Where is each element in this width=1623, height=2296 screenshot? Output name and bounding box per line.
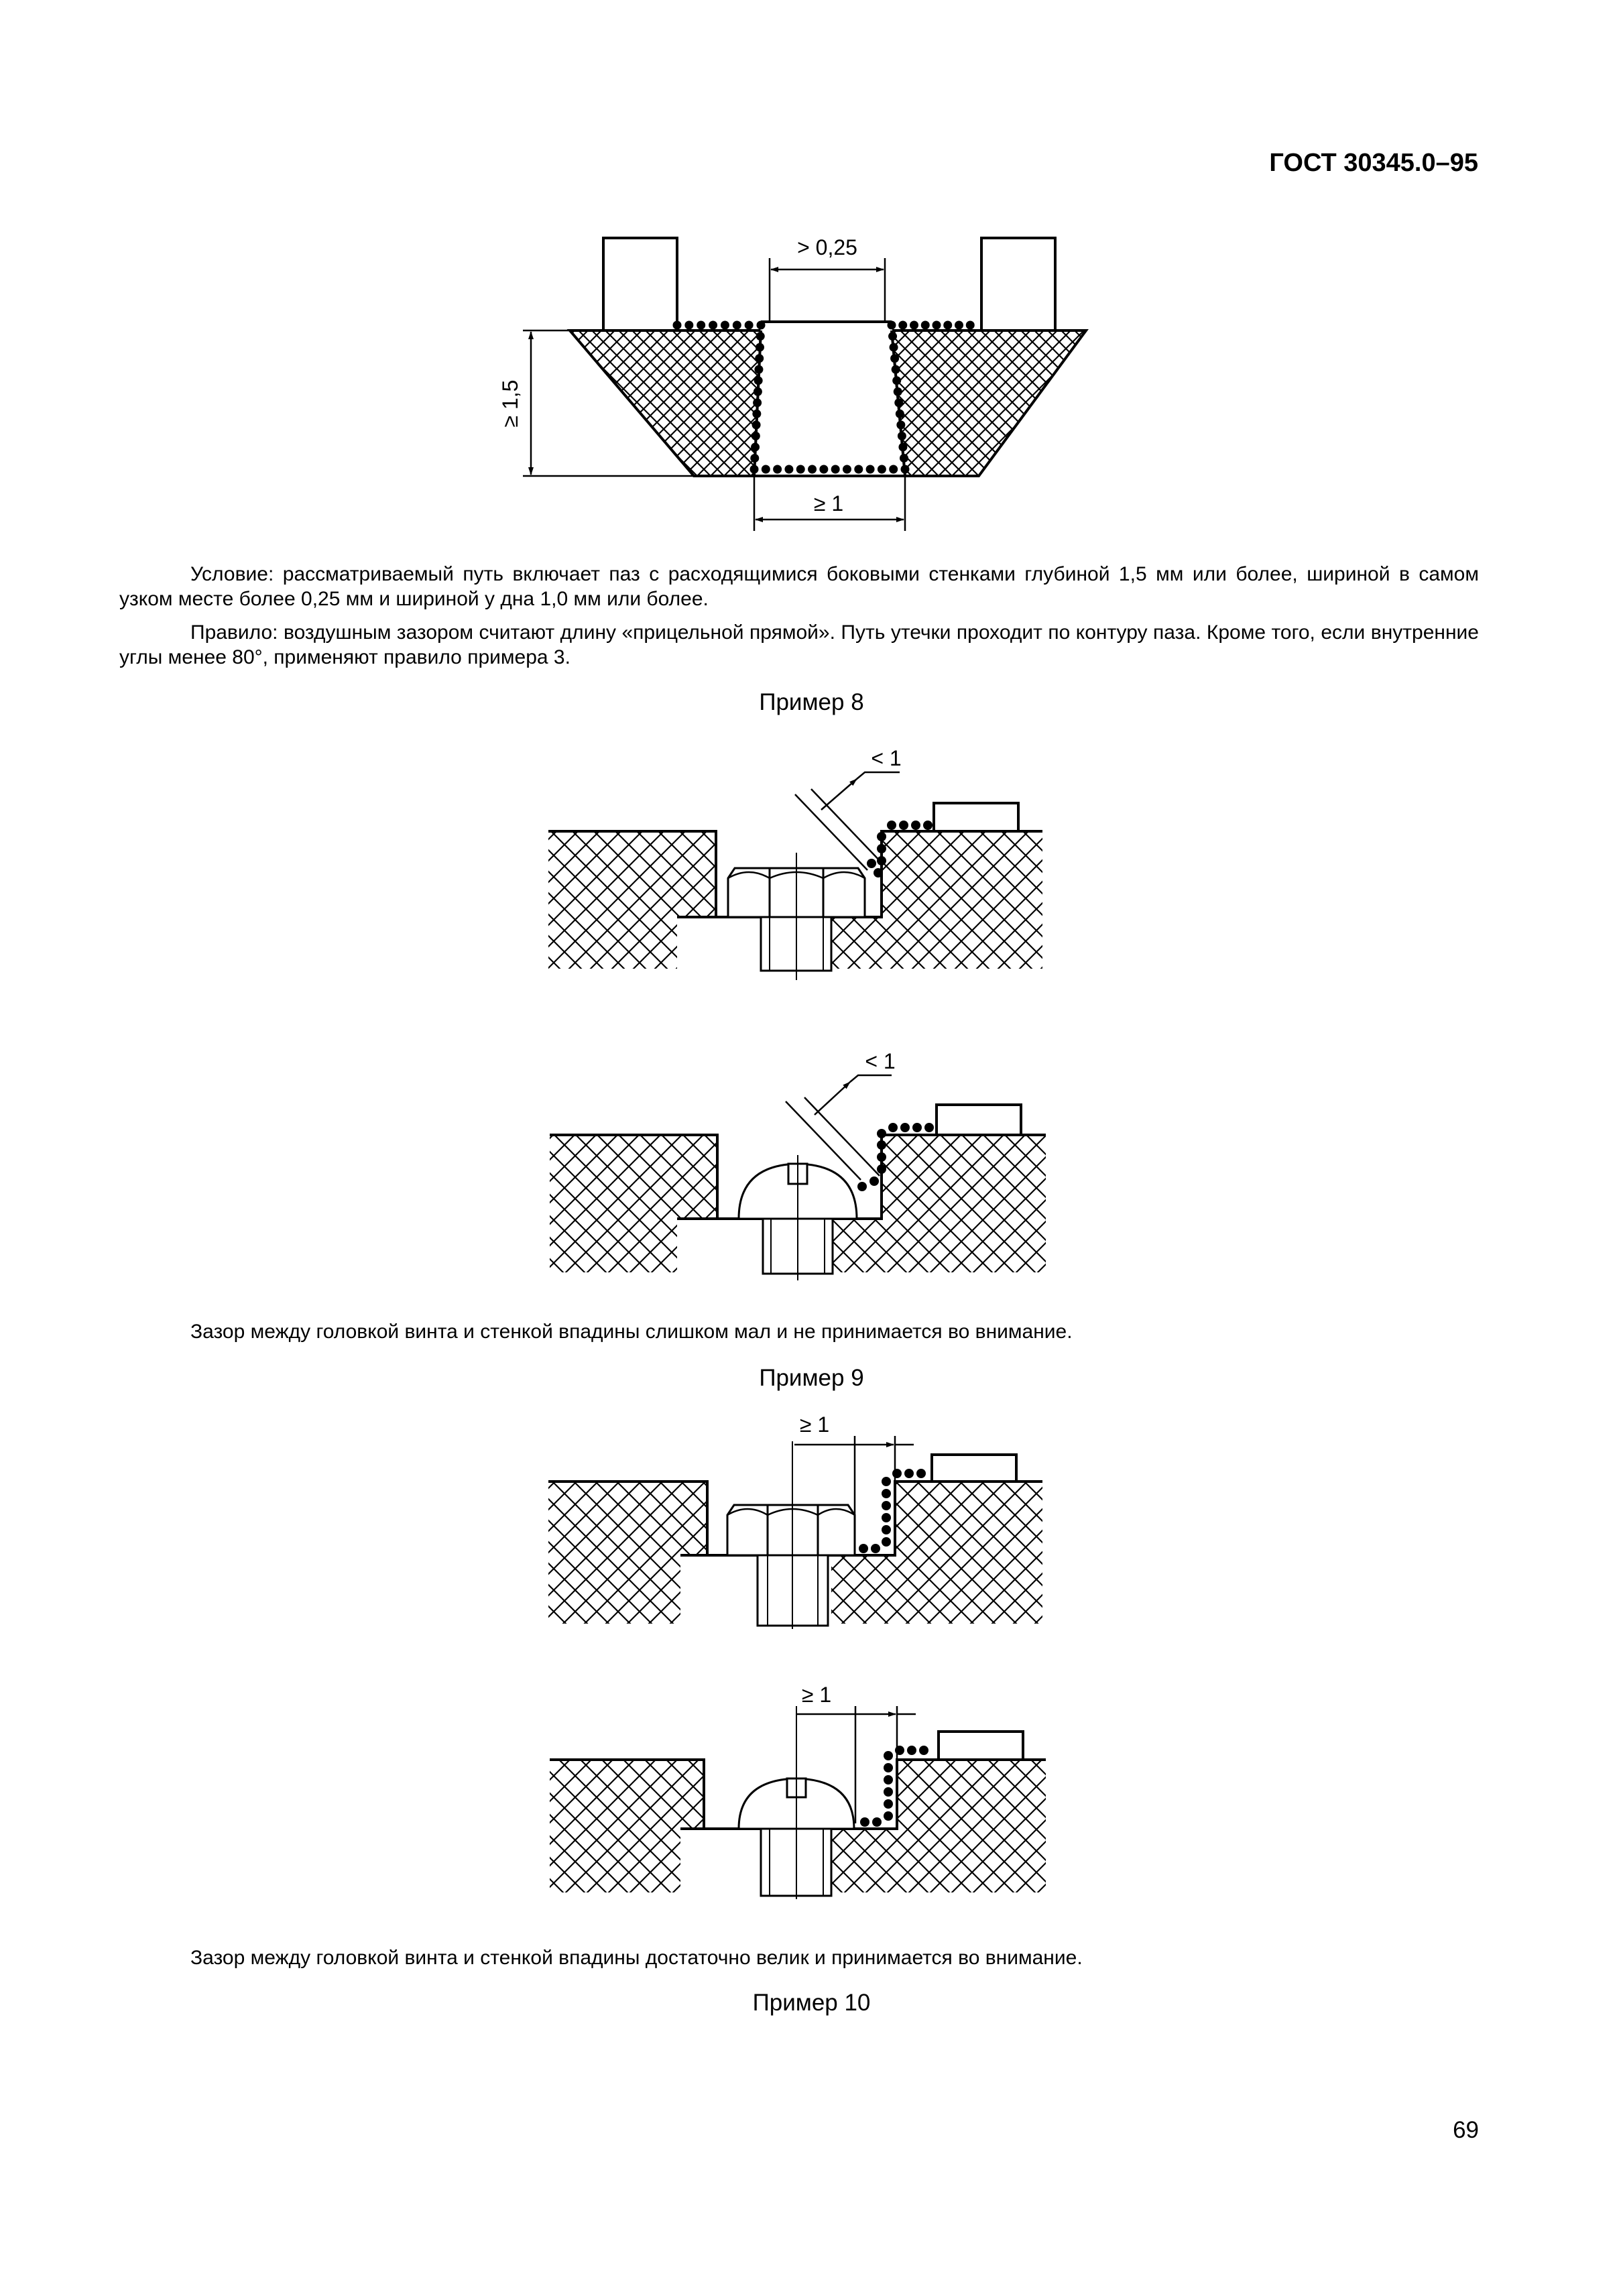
caption-example-9: Пример 9 xyxy=(759,1365,864,1391)
figure-divergent-groove xyxy=(469,221,1113,536)
figure-hex-screw-small-gap xyxy=(543,737,1059,985)
figure-round-screw-small-gap xyxy=(543,1038,1059,1286)
figure-hex-screw-large-gap xyxy=(543,1408,1059,1636)
caption-example-10: Пример 10 xyxy=(752,1990,871,2016)
caption-example-8: Пример 8 xyxy=(759,689,864,715)
hex-screw-head xyxy=(727,1505,855,1555)
rule-paragraph xyxy=(119,620,1479,670)
page-number: 69 xyxy=(1453,2117,1479,2143)
dim-label-b: ≥ 1 xyxy=(801,1683,832,1707)
conductor-right xyxy=(981,238,1055,330)
conductor-left xyxy=(603,238,677,330)
dim-top-label: > 0,25 xyxy=(797,235,857,259)
dim-label-a: < 1 xyxy=(871,746,902,770)
dim-label-b: < 1 xyxy=(865,1049,896,1073)
figure-round-screw-large-gap xyxy=(543,1679,1059,1900)
note-example-9: Зазор между головкой винта и стенкой впадины слишком мал и не принимается во внимание. xyxy=(190,1321,1073,1343)
conductor xyxy=(932,1455,1016,1482)
dim-label-a: ≥ 1 xyxy=(799,1412,830,1437)
dim-side-label: ≥ 1,5 xyxy=(498,379,522,428)
insulation-right xyxy=(892,330,1086,476)
conductor xyxy=(937,1105,1021,1135)
conductor xyxy=(939,1732,1023,1760)
dim-bottom-label: ≥ 1 xyxy=(813,491,844,516)
conductor xyxy=(934,803,1018,831)
note-example-10: Зазор между головкой винта и стенкой впадины достаточно велик и принимается во внимание. xyxy=(190,1947,1083,1969)
document-header: ГОСТ 30345.0–95 xyxy=(1269,149,1478,177)
insulation-left xyxy=(570,330,761,476)
condition-paragraph xyxy=(119,562,1479,611)
rule-text: Правило: воздушным зазором считают длину «прицельной прямой». Путь утечки проходит по контуру паза. Кроме того, если внутренние углы менее 80°, применяют правило примера 3. xyxy=(119,621,1479,668)
condition-text: Условие: рассматриваемый путь включает паз с расходящимися боковыми стенками глубиной 1,5 мм или более, шириной в самом узком месте более 0,25 мм и шириной у дна 1,0 мм или более. xyxy=(119,563,1479,610)
